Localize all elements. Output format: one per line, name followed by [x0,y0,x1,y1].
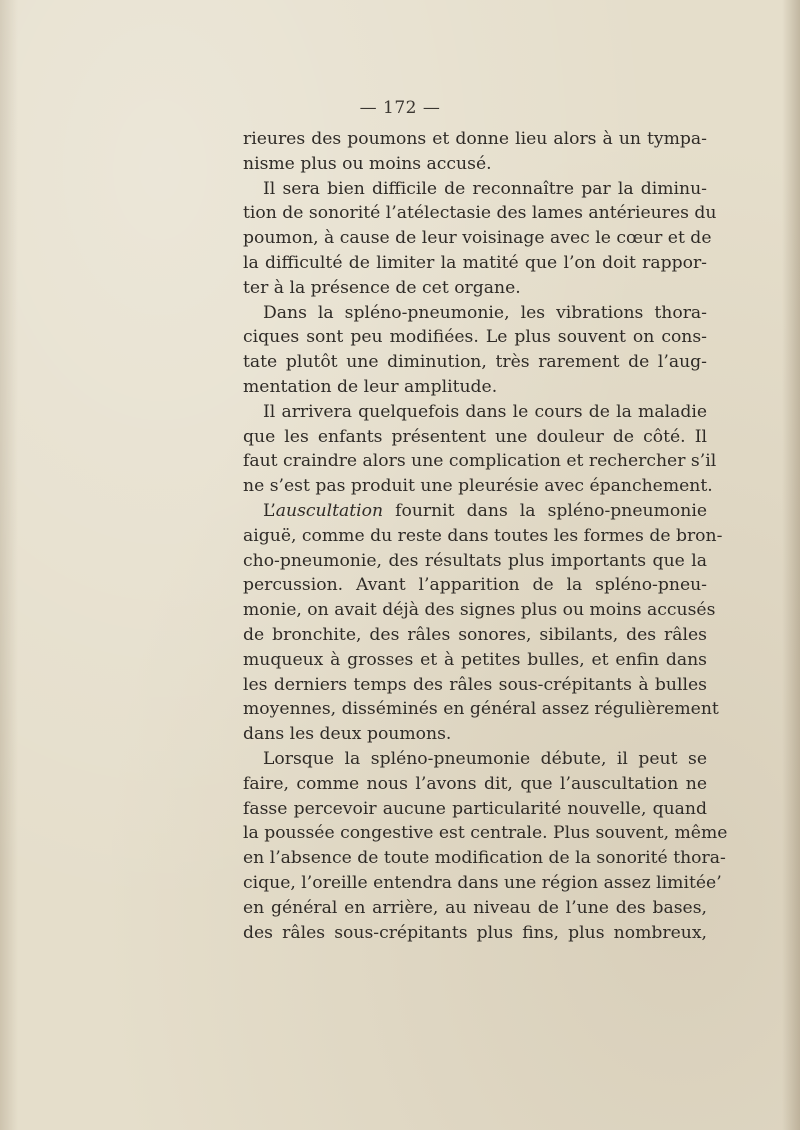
text-line: Il sera bien difficile de reconnaître par la diminu- [263,178,707,199]
body-text [243,127,728,945]
text-line: Lorsque la spléno-pneumonie débute, il peut se [263,748,707,769]
text-line: la difficulté de limiter la matité que l’on doit rappor- [243,252,707,273]
page-number: — 172 — [359,98,441,118]
text-line: poumon, à cause de leur voisinage avec le cœur et de [243,228,712,249]
text-line: muqueux à grosses et à petites bulles, et enfin dans [243,649,707,670]
text-line: dans les deux poumons. [243,724,452,745]
text-line: mentation de leur amplitude. [243,376,498,397]
text-fragment: fournit dans la spléno-pneumonie [383,500,707,521]
text-line: la poussée congestive est centrale. Plus souvent, même [243,823,728,844]
text-line: tion de sonorité l’atélectasie des lames antérieures du [243,203,717,224]
text-line: Il arrivera quelquefois dans le cours de la maladie [263,401,707,422]
text-line: les derniers temps des râles sous-crépitants à bulles [243,674,707,695]
text-fragment: L’ [263,500,276,521]
text-line: tate plutôt une diminution, très rarement de l’aug- [243,352,707,373]
text-line: percussion. Avant l’apparition de la spléno-pneu- [243,575,707,596]
text-line: de bronchite, des râles sonores, sibilants, des râles [243,624,707,645]
text-line: aiguë, comme du reste dans toutes les formes de bron- [243,525,723,546]
text-line: nisme plus ou moins accusé. [243,153,492,174]
text-line: fasse percevoir aucune particularité nouvelle, quand [243,798,707,819]
text-line: que les enfants présentent une douleur de côté. Il [243,426,707,447]
text-line: monie, on avait déjà des signes plus ou moins accusés [243,600,716,621]
text-line: ter à la présence de cet organe. [243,277,521,298]
text-line: ne s’est pas produit une pleurésie avec épanchement. [243,476,713,497]
text-line: ciques sont peu modifiées. Le plus souvent on cons- [243,327,707,348]
text-line [243,499,707,524]
text-line: faire, comme nous l’avons dit, que l’auscultation ne [243,773,707,794]
italic-term: auscultation [275,500,384,521]
text-line: en l’absence de toute modification de la sonorité thora- [243,848,726,869]
text-line: faut craindre alors une complication et rechercher s’il [243,451,717,472]
text-line: rieures des poumons et donne lieu alors à un tympa- [243,129,707,149]
text-line: Dans la spléno-pneumonie, les vibrations thora- [263,302,707,323]
text-line: des râles sous-crépitants plus fins, plus nombreux, [243,922,707,943]
text-line: moyennes, disséminés en général assez régulièrement [243,699,719,720]
text-line: en général en arrière, au niveau de l’une des bases, [243,897,707,918]
text-line: cique, l’oreille entendra dans une région assez limitée’ [243,872,722,893]
text-line: cho-pneumonie, des résultats plus importants que la [243,550,707,571]
